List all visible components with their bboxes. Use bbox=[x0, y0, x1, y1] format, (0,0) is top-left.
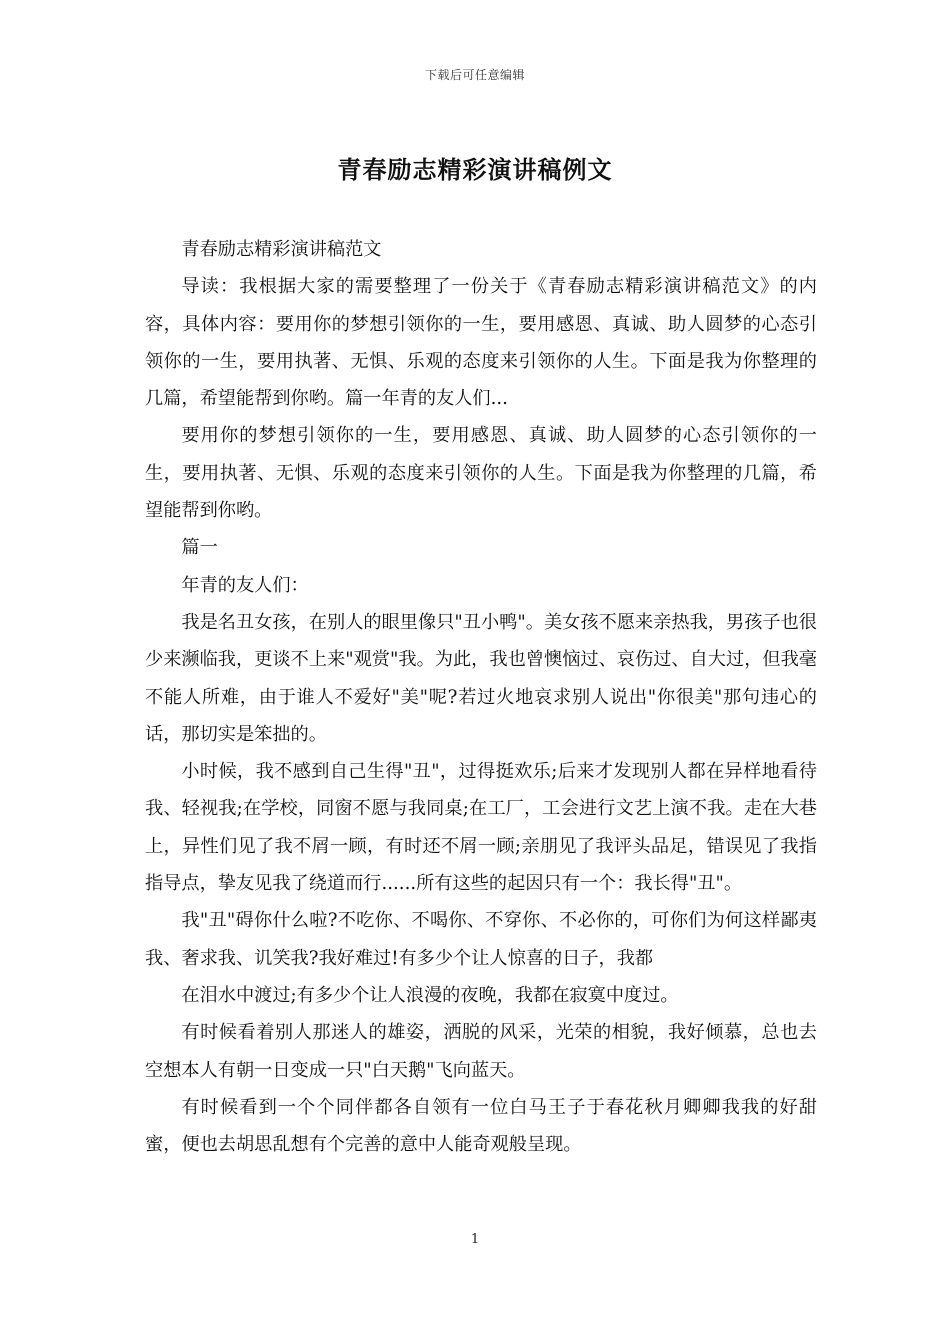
paragraph: 我"丑"碍你什么啦?不吃你、不喝你、不穿你、不必你的，可你们为何这样鄙夷我、奢求我、讥笑我?我好难过!有多少个让人惊喜的日子，我都 bbox=[145, 910, 817, 969]
document-body bbox=[145, 231, 817, 1163]
document-title: 青春励志精彩演讲稿例文 bbox=[337, 155, 613, 184]
paragraph: 小时候，我不感到自己生得"丑"，过得挺欢乐;后来才发现别人都在异样地看待我、轻视我;在学校，同窗不愿与我同桌;在工厂，工会进行文艺上演不我。走在大巷上，异性们见了我不屑一顾，有时还不屑一顾;亲朋见了我评头品足，错误见了我指指导点，挚友见我了绕道而行......所有这些的起因只有一个：我长得"丑"。 bbox=[145, 761, 817, 895]
header-note: 下载后可任意编辑 bbox=[424, 68, 525, 82]
paragraph-intro: 导读：我根据大家的需要整理了一份关于《青春励志精彩演讲稿范文》的内容，具体内容：要用你的梦想引领你的一生，要用感恩、真诚、助人圆梦的心态引领你的一生，要用执著、无惧、乐观的态度来引领你的人生。下面是我为你整理的几篇，希望能帮到你哟。篇一年青的友人们... bbox=[145, 276, 817, 410]
paragraph: 我是名丑女孩，在别人的眼里像只"丑小鸭"。美女孩不愿来亲热我，男孩子也很少来濒临我，更谈不上来"观赏"我。为此，我也曾懊恼过、哀伤过、自大过，但我毫不能人所难，由于谁人不爱好"美"呢?若过火地哀求别人说出"你很美"那句违心的话，那切实是笨拙的。 bbox=[145, 611, 817, 745]
section-heading: 篇一 bbox=[181, 537, 218, 559]
paragraph-subtitle: 青春励志精彩演讲稿范文 bbox=[181, 239, 382, 260]
paragraph: 有时候看着别人那迷人的雄姿，洒脱的风采，光荣的相貌，我好倾慕，总也去空想本人有朝一日变成一只"白天鹅"飞向蓝天。 bbox=[145, 1022, 817, 1081]
page-number: 1 bbox=[470, 1232, 480, 1247]
paragraph: 要用你的梦想引领你的一生，要用感恩、真诚、助人圆梦的心态引领你的一生，要用执著、无惧、乐观的态度来引领你的人生。下面是我为你整理的几篇，希望能帮到你哟。 bbox=[145, 425, 817, 522]
paragraph-salutation: 年青的友人们： bbox=[181, 574, 309, 596]
paragraph: 在泪水中渡过;有多少个让人浪漫的夜晚，我都在寂寞中度过。 bbox=[181, 984, 679, 1006]
paragraph: 有时候看到一个个同伴都各自领有一位白马王子于春花秋月卿卿我我的好甜蜜，便也去胡思乱想有个完善的意中人能奇观般呈现。 bbox=[145, 1096, 817, 1156]
